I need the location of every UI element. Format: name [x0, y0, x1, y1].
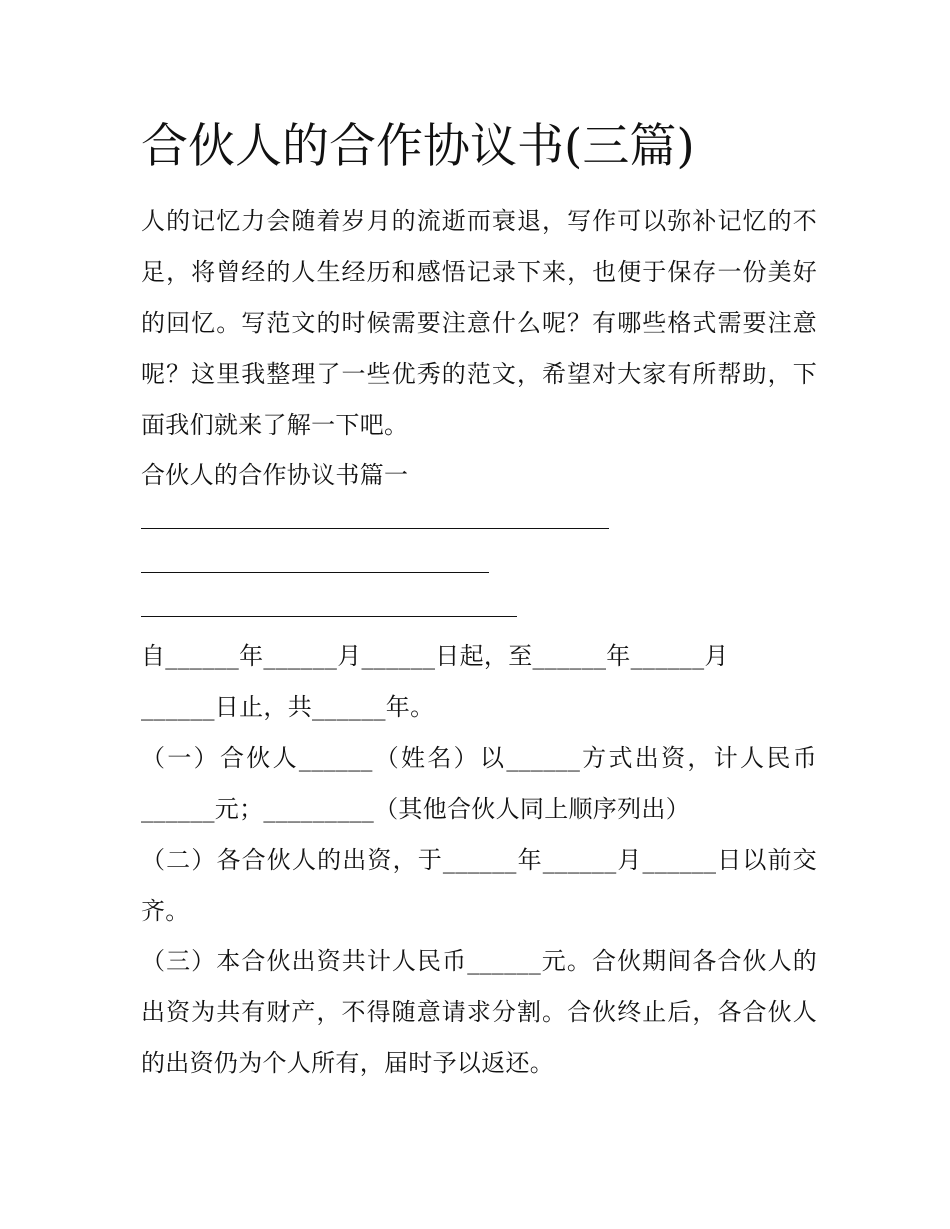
clause-2: （二）各合伙人的出资，于______年______月______日以前交齐。: [141, 846, 817, 925]
section-heading: 合伙人的合作协议书篇一: [141, 461, 409, 489]
document-title: 合伙人的合作协议书(三篇): [141, 119, 695, 174]
clause-1: （一）合伙人______（姓名）以______方式出资，计人民币______元；_________（其他合伙人同上顺序列出）: [141, 744, 817, 823]
term-line-1: 自______年______月______日起，至______年______月: [141, 642, 729, 670]
intro-paragraph: 人的记忆力会随着岁月的流逝而衰退，写作可以弥补记忆的不足，将曾经的人生经历和感悟记录下来，也便于保存一份美好的回忆。写范文的时候需要注意什么呢？有哪些格式需要注意呢？这里我整理了一些优秀的范文，希望对大家有所帮助，下面我们就来了解一下吧。: [141, 207, 817, 439]
blank-line-1: [141, 528, 609, 529]
blank-line-3: [141, 616, 517, 617]
term-line-2: ______日止，共______年。: [141, 693, 435, 721]
blank-line-2: [141, 572, 489, 573]
clause-3: （三）本合伙出资共计人民币______元。合伙期间各合伙人的出资为共有财产，不得随意请求分割。合伙终止后，各合伙人的出资仍为个人所有，届时予以返还。: [141, 947, 817, 1077]
